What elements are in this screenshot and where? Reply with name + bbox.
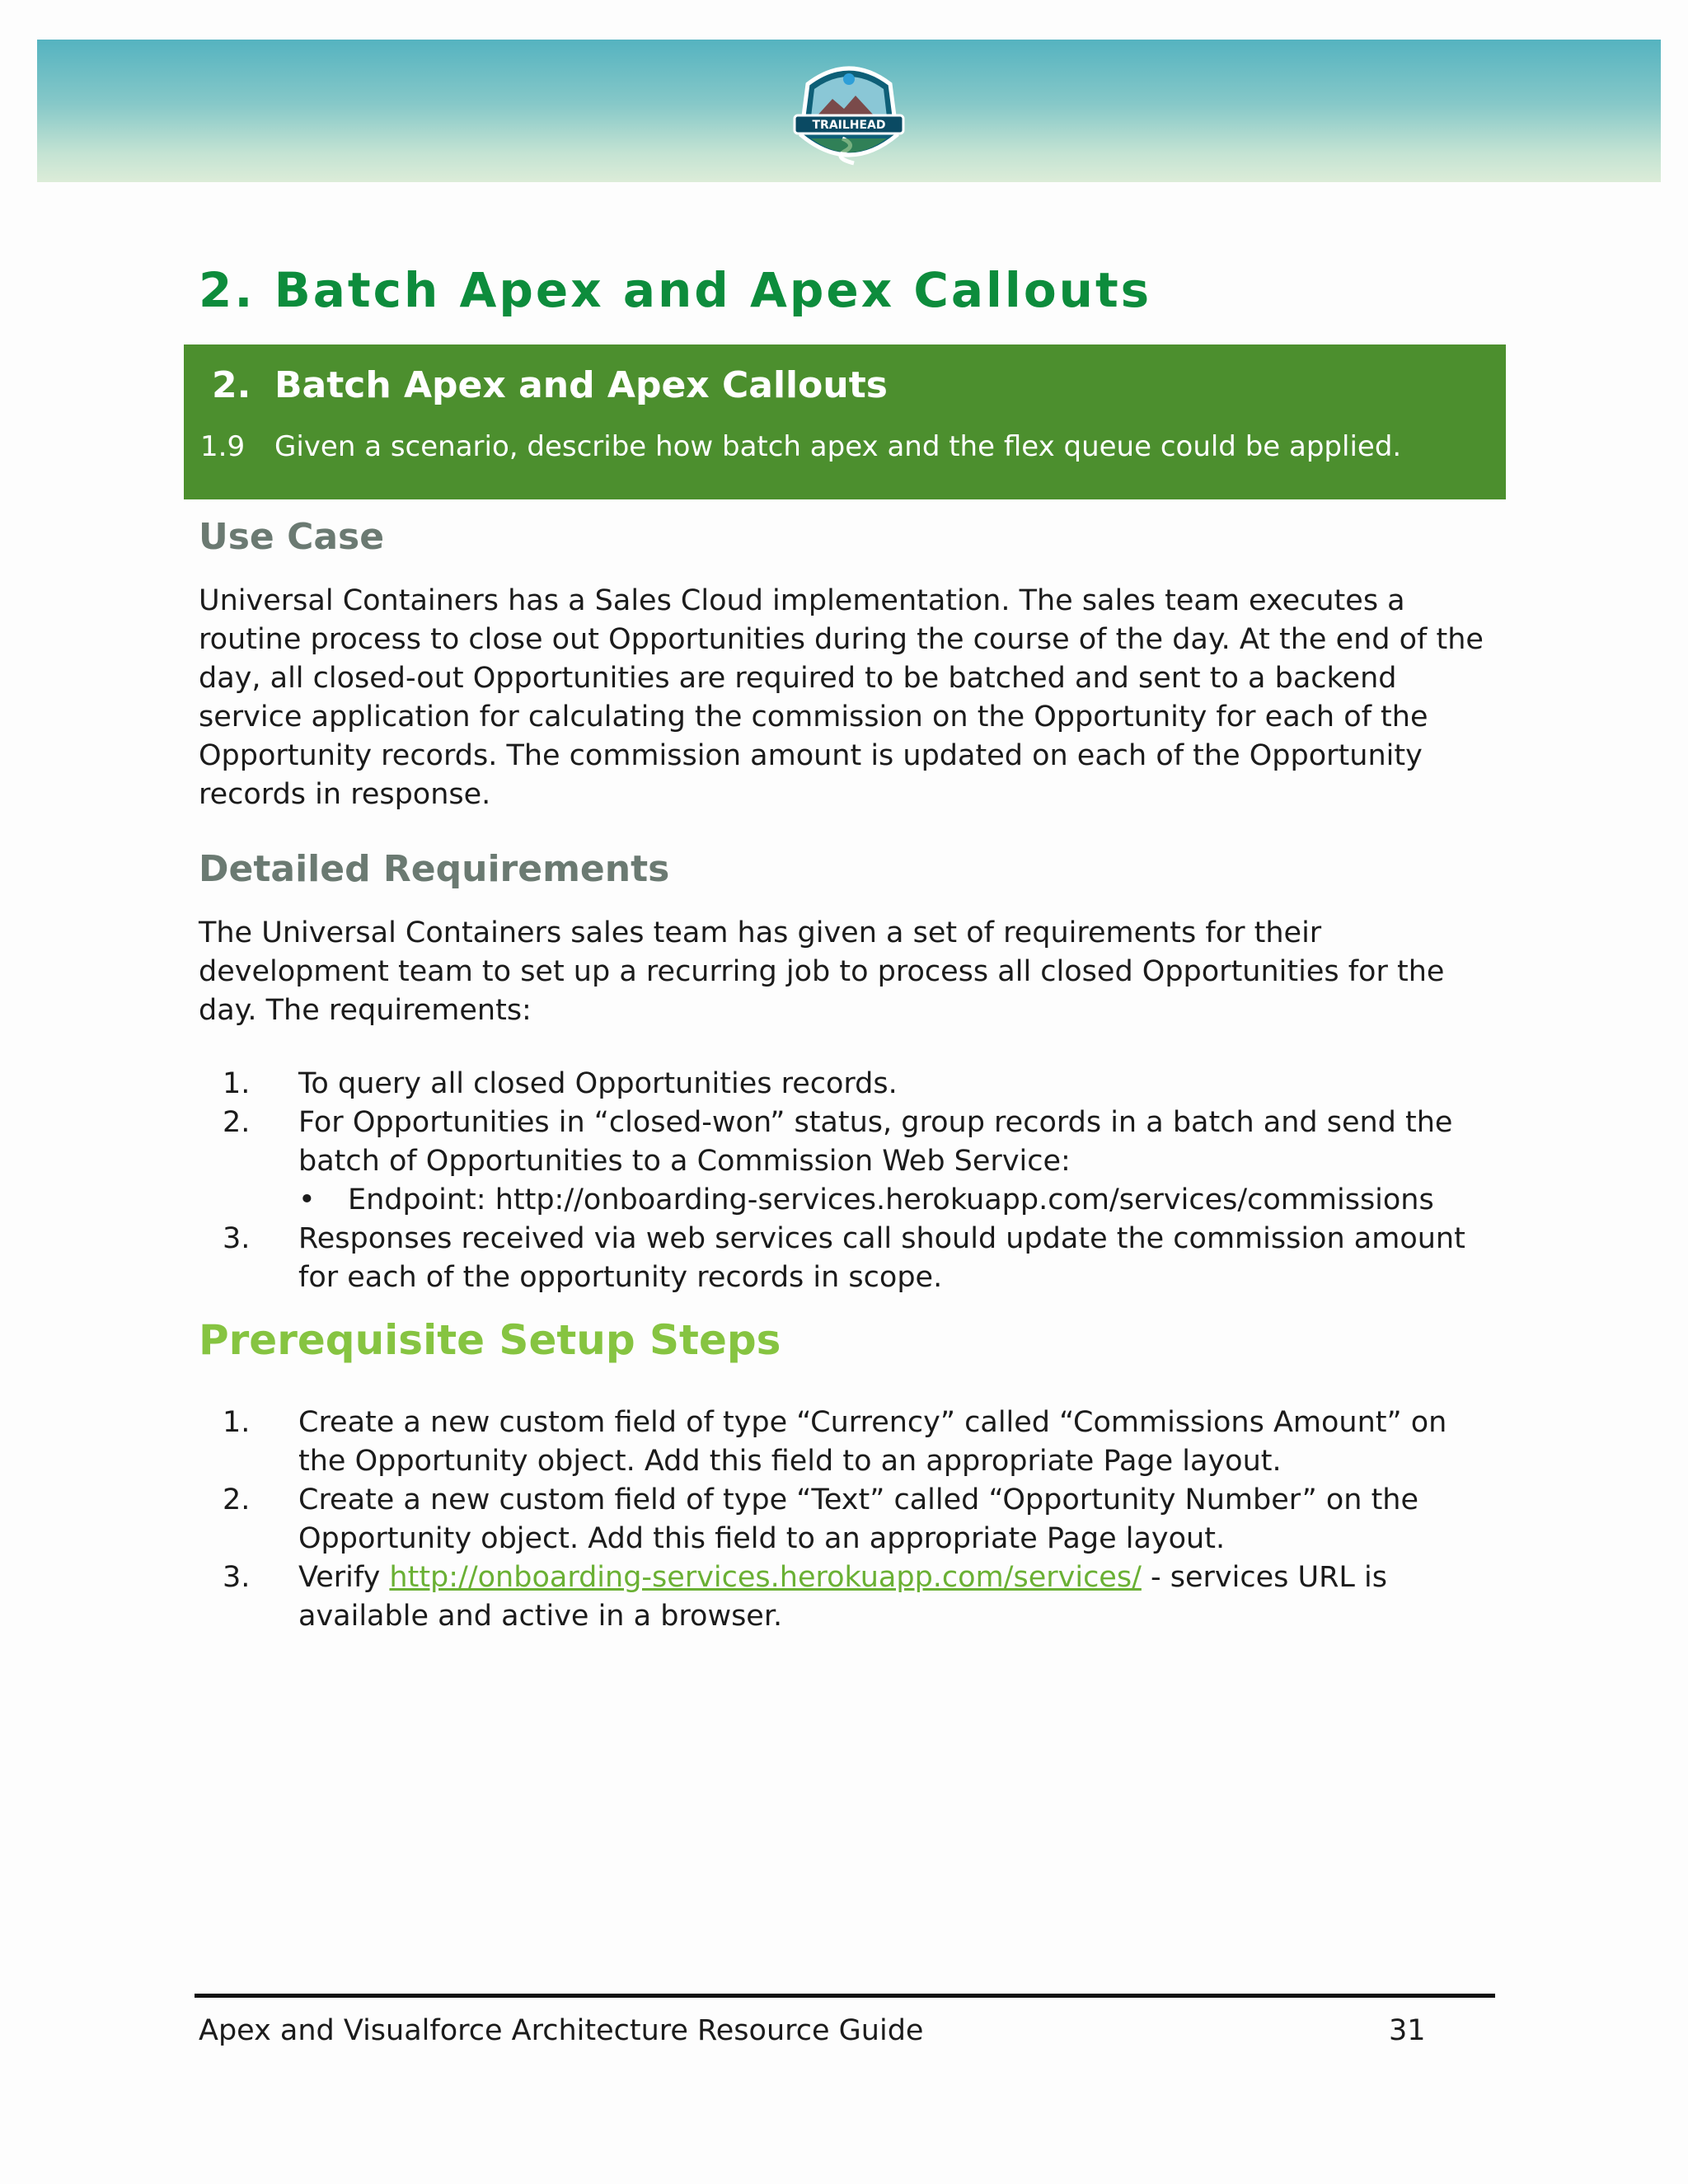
- verify-suffix: - services URL is available and active in a browser.: [298, 1561, 1388, 1633]
- list-item: [199, 1481, 1501, 1558]
- list-item: [199, 1065, 1501, 1104]
- verify-prefix: Verify: [298, 1561, 390, 1594]
- objective-title-text: Batch Apex and Apex Callouts: [274, 364, 888, 406]
- services-url-link[interactable]: http://onboarding-services.herokuapp.com/services/: [389, 1561, 1142, 1594]
- logo-wordmark: TRAILHEAD: [812, 119, 886, 132]
- list-item-number: 1.: [223, 1067, 251, 1100]
- detailed-requirements-intro: The Universal Containers sales team has given a set of requirements for their development team to set up a recurring job to process all closed Opportunities for the day. The requirements:: [199, 916, 1445, 1027]
- list-item-text: To query all closed Opportunities records.: [298, 1067, 898, 1100]
- list-item: [199, 1220, 1501, 1297]
- requirements-list: [199, 1065, 1501, 1297]
- prerequisites-list: [199, 1404, 1501, 1636]
- list-item-text: Responses received via web services call should update the commission amount for each of the opportunity records in scope.: [298, 1222, 1465, 1294]
- list-item-number: 1.: [223, 1406, 251, 1439]
- objective-subtitle: [200, 430, 1401, 463]
- use-case-body: Universal Containers has a Sales Cloud implementation. The sales team executes a routine process to close out Opportunities during the course of the day. At the end of the day, all closed-out Opportunities are required to be batched and sent to a backend service application for calculating the commission on the Opportunity for each of the Opportunity records. The commission amount is updated on each of the Opportunity records in response.: [199, 584, 1484, 811]
- objective-sub-number: 1.9: [200, 430, 246, 463]
- page-title: 2. Batch Apex and Apex Callouts: [199, 262, 1152, 318]
- trailhead-logo: [783, 59, 915, 171]
- list-item-number: 3.: [223, 1561, 251, 1594]
- footer-divider: [195, 1994, 1495, 1998]
- objective-sub-text: Given a scenario, describe how batch apex and the flex queue could be applied.: [274, 430, 1402, 463]
- list-item-number: 2.: [223, 1483, 251, 1516]
- list-item-text: Create a new custom field of type “Text” called “Opportunity Number” on the Opportunity object. Add this field to an appropriate Page layout.: [298, 1483, 1419, 1555]
- list-item-number: 2.: [223, 1106, 251, 1139]
- use-case-heading: Use Case: [199, 516, 385, 558]
- list-item: [199, 1558, 1501, 1636]
- objective-number: 2.: [212, 364, 251, 406]
- page-number: 31: [1389, 2014, 1426, 2047]
- list-item: [199, 1104, 1501, 1220]
- list-item-text: Create a new custom field of type “Currency” called “Commissions Amount” on the Opportunity object. Add this field to an appropriate Page layout.: [298, 1406, 1447, 1478]
- endpoint-bullet: [298, 1181, 1501, 1220]
- bullet-icon: •: [298, 1183, 316, 1216]
- objective-box: [184, 344, 1506, 499]
- list-item-number: 3.: [223, 1222, 251, 1255]
- footer-title: Apex and Visualforce Architecture Resource Guide: [199, 2014, 924, 2047]
- prerequisites-heading: Prerequisite Setup Steps: [199, 1316, 781, 1364]
- objective-title: [212, 364, 888, 406]
- endpoint-text: Endpoint: http://onboarding-services.herokuapp.com/services/commissions: [348, 1183, 1434, 1216]
- list-item: [199, 1404, 1501, 1481]
- list-item-text: For Opportunities in “closed-won” status, group records in a batch and send the batch of Opportunities to a Commission Web Service:: [298, 1106, 1453, 1178]
- detailed-requirements-heading: Detailed Requirements: [199, 848, 670, 890]
